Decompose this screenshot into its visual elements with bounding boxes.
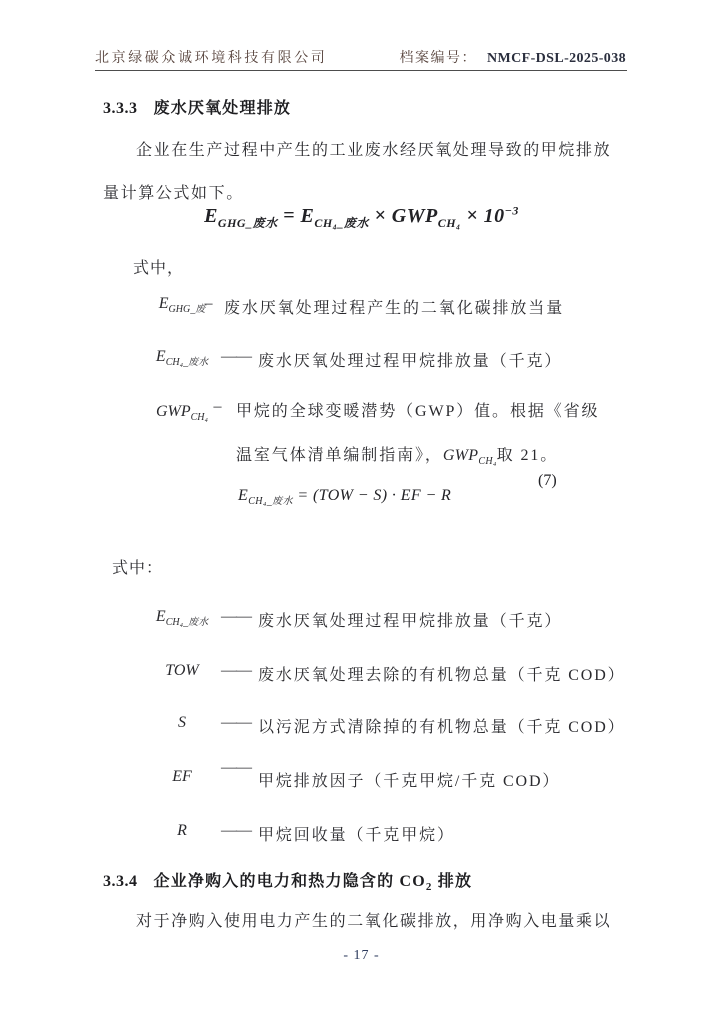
definition-dash: —— <box>221 608 251 625</box>
where-label: 式中， <box>133 260 185 277</box>
definition-dash: —— <box>221 759 251 776</box>
section-title-text: 排放 <box>432 873 473 890</box>
term-subscript: CH₄_废水 <box>165 357 209 369</box>
term-symbol <box>140 822 224 842</box>
term-base: E <box>155 608 166 625</box>
section-title: 废水厌氧处理排放 <box>153 100 292 117</box>
times-sign: × <box>368 204 392 227</box>
definition-dash: —— <box>221 662 251 679</box>
formula-methane-co2e <box>0 203 723 231</box>
section-number: 3.3.4 <box>103 873 138 890</box>
times-sign: × <box>460 204 484 227</box>
term-description: 废水厌氧处理去除的有机物总量（千克 COD） <box>258 667 626 684</box>
term-symbol <box>140 608 224 628</box>
formula-subscript: GHG_废水 <box>217 215 278 230</box>
term-description: 甲烷排放因子（千克甲烷/千克 COD） <box>258 773 561 790</box>
header-archive <box>399 47 626 67</box>
formula-superscript: −3 <box>504 203 519 217</box>
term-symbol <box>140 768 224 788</box>
term-definition-row <box>0 295 723 319</box>
term-base: TOW <box>165 662 199 679</box>
term-definition-row <box>0 759 723 792</box>
term-base: GWP <box>155 403 191 420</box>
term-subscript: CH₄ <box>478 456 497 468</box>
paragraph-line: 对于净购入使用电力产生的二氧化碳排放，用净购入电量乘以 <box>136 913 612 930</box>
term-definition-row <box>0 714 723 738</box>
section-title <box>153 873 473 894</box>
definition-dash: – <box>204 295 212 312</box>
term-base: EF <box>172 768 192 785</box>
formula-subscript: CH₄_废水 <box>248 496 293 508</box>
term-symbol <box>140 348 224 368</box>
term-definition-row <box>0 822 723 846</box>
term-description: 甲烷回收量（千克甲烷） <box>258 827 455 844</box>
formula-base: E <box>204 204 218 227</box>
term-subscript: CH₄ <box>190 412 209 424</box>
formula-methane-emission <box>238 487 451 507</box>
term-subscript: GHG_废 <box>168 304 206 316</box>
description-text: 温室气体清单编制指南》， <box>236 447 443 464</box>
term-base: R <box>177 822 187 839</box>
section-title-subscript: 2 <box>425 881 433 894</box>
formula-term <box>391 204 461 230</box>
definition-dash: —— <box>221 714 251 731</box>
term-definition-row <box>0 348 723 372</box>
page-number: - 17 - <box>343 948 380 963</box>
equals-sign: = <box>277 204 301 227</box>
formula-base: E <box>238 487 249 504</box>
term-base: E <box>155 348 166 365</box>
description-line1: 甲烷的全球变暖潜势（GWP）值。根据《省级 <box>236 403 600 420</box>
paragraph-line: 量计算公式如下。 <box>103 185 244 202</box>
term-base: GWP <box>442 447 479 464</box>
formula-term <box>300 204 369 230</box>
term-definition-row <box>0 398 723 468</box>
formula-base: E <box>300 204 315 227</box>
section-heading-334 <box>103 868 472 893</box>
definition-dash: —— <box>221 348 251 365</box>
inline-variable <box>442 447 497 468</box>
where-label: 式中： <box>112 560 164 577</box>
equation-number: (7) <box>538 472 557 489</box>
archive-number: NMCF-DSL-2025-038 <box>486 51 626 66</box>
term-base: E <box>158 295 169 312</box>
term-definition-row <box>0 608 723 632</box>
archive-label: 档案编号： <box>399 51 477 66</box>
formula-subscript: CH₄_废水 <box>314 215 369 230</box>
formula-term <box>484 205 519 227</box>
formula-term <box>204 204 278 230</box>
term-symbol <box>140 714 224 734</box>
term-definition-row <box>0 662 723 686</box>
formula-subscript: CH₄ <box>437 215 461 230</box>
section-heading-333 <box>103 95 291 118</box>
term-description: 废水厌氧处理过程甲烷排放量（千克） <box>258 353 563 370</box>
formula-base: 10 <box>483 204 505 227</box>
header-rule <box>95 70 627 71</box>
paragraph-line: 企业在生产过程中产生的工业废水经厌氧处理导致的甲烷排放 <box>136 142 612 159</box>
formula-rhs: = (TOW − S) · EF − R <box>292 487 452 504</box>
definition-dash: – <box>213 398 221 415</box>
section-number: 3.3.3 <box>103 100 138 117</box>
description-line2 <box>236 442 599 467</box>
section-title-text: 企业净购入的电力和热力隐含的 CO <box>153 873 426 890</box>
term-description: 废水厌氧处理过程产生的二氧化碳排放当量 <box>224 300 565 317</box>
term-subscript: CH₄_废水 <box>165 617 209 629</box>
term-symbol <box>140 662 224 682</box>
term-description: 以污泥方式清除掉的有机物总量（千克 COD） <box>258 719 626 736</box>
header-company-name: 北京绿碳众诚环境科技有限公司 <box>95 51 328 66</box>
term-description <box>236 398 599 467</box>
definition-dash: —— <box>221 822 251 839</box>
formula-base: GWP <box>391 204 438 227</box>
description-text: 取 21。 <box>496 447 559 464</box>
term-base: S <box>178 714 186 731</box>
term-description: 废水厌氧处理过程甲烷排放量（千克） <box>258 613 563 630</box>
